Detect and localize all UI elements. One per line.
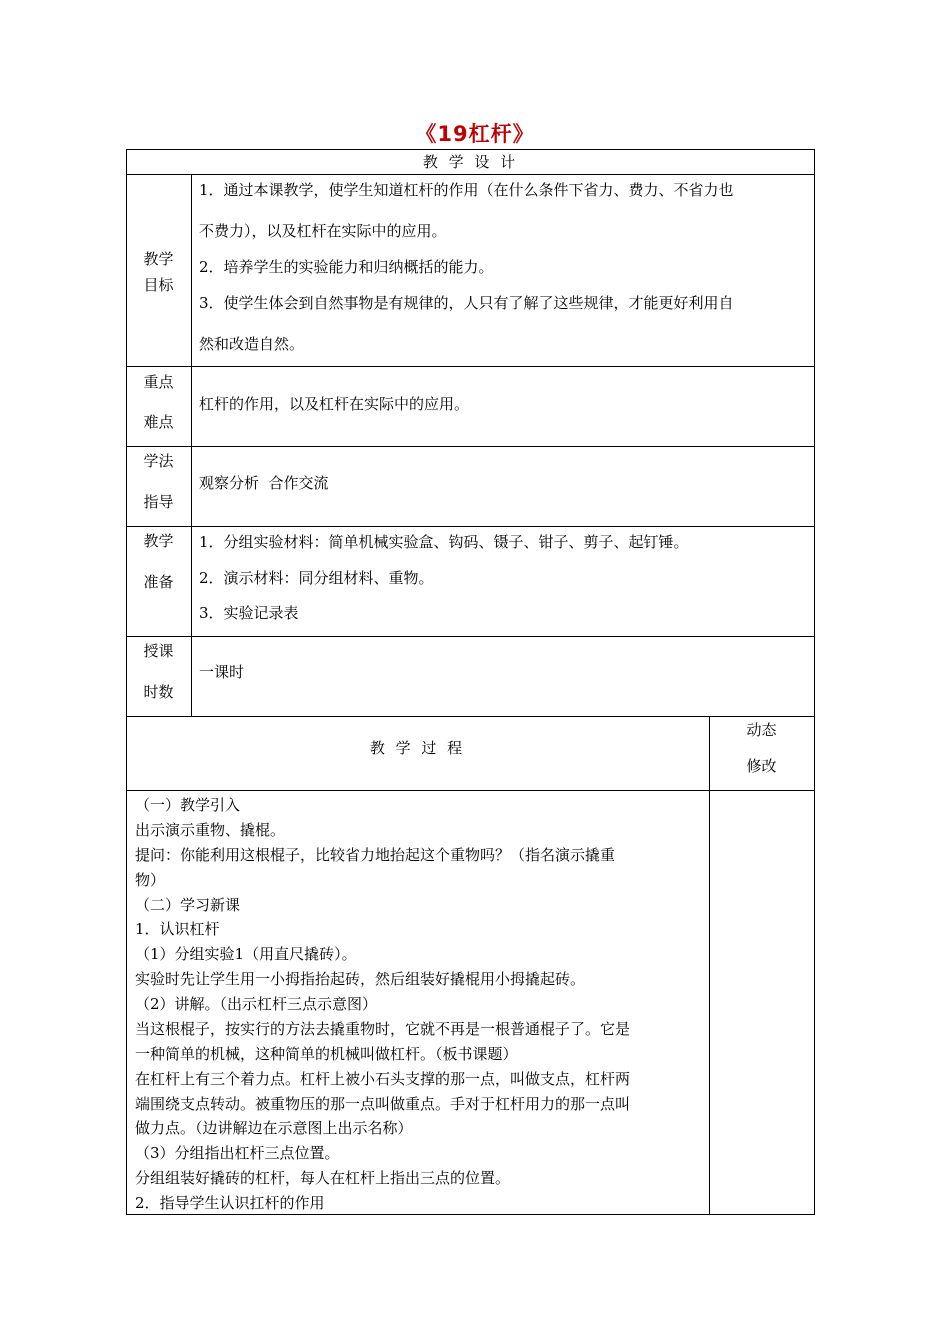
dynamic-label-1: 动态 (746, 721, 777, 739)
process-line: （1）分组实验1（用直尺撬砖）。 (135, 945, 357, 963)
objective-line: 3．使学生体会到自然事物是有规律的，人只有了解了这些规律，才能更好利用自 (199, 294, 734, 312)
study-method-text: 观察分析 合作交流 (199, 474, 329, 492)
row-divider (126, 366, 815, 367)
preparation-line: 1．分组实验材料：简单机械实验盒、钩码、镊子、钳子、剪子、起钉锤。 (199, 533, 689, 551)
objective-line: 然和改造自然。 (199, 335, 305, 353)
process-line: 分组组装好撬砖的杠杆，每人在杠杆上指出三点的位置。 (135, 1169, 511, 1187)
design-header: 教 学 设 计 (422, 153, 519, 171)
row-divider (126, 790, 815, 791)
key-points-label-1: 重点 (143, 373, 174, 391)
process-line: （二）学习新课 (135, 896, 241, 914)
row-divider (126, 149, 815, 150)
process-line: （2）讲解。（出示杠杆三点示意图） (135, 995, 378, 1013)
hours-text: 一课时 (199, 663, 245, 681)
hours-label-1: 授课 (143, 642, 174, 660)
objectives-label-2: 目标 (143, 276, 174, 294)
study-method-label-1: 学法 (143, 452, 174, 470)
process-line: 出示演示重物、撬棍。 (135, 821, 286, 839)
preparation-line: 3．实验记录表 (199, 604, 299, 622)
objective-line: 不费力），以及杠杆在实际中的应用。 (199, 222, 447, 240)
process-header: 教 学 过 程 (369, 739, 466, 757)
process-line: 一种简单的机械，这种简单的机械叫做杠杆。（板书课题） (135, 1045, 518, 1063)
row-divider (126, 446, 815, 447)
process-line: 2．指导学生认识扛杆的作用 (135, 1194, 325, 1212)
process-line: 实验时先让学生用一小拇指抬起砖，然后组装好撬棍用小拇撬起砖。 (135, 970, 586, 988)
table-border-right (814, 149, 815, 1215)
document-title: 《19杠杆》 (415, 122, 535, 146)
process-line: 提问：你能利用这根棍子，比较省力地抬起这个重物吗？（指名演示撬重 (135, 846, 616, 864)
process-line: 当这根棍子，按实行的方法去撬重物时，它就不再是一根普通棍子了。它是 (135, 1020, 631, 1038)
objectives-label-1: 教学 (143, 250, 174, 268)
dynamic-label-2: 修改 (746, 757, 777, 775)
process-line: （一）教学引入 (135, 796, 241, 814)
process-line: （3）分组指出杠杆三点位置。 (135, 1144, 340, 1162)
hours-label-2: 时数 (143, 683, 174, 701)
process-line: 做力点。（边讲解边在示意图上出示名称） (135, 1119, 413, 1137)
row-divider (126, 636, 815, 637)
process-line: 1．认识杠杆 (135, 920, 220, 938)
row-divider (126, 526, 815, 527)
preparation-line: 2．演示材料：同分组材料、重物。 (199, 569, 434, 587)
objective-line: 2．培养学生的实验能力和归纳概括的能力。 (199, 258, 494, 276)
study-method-label-2: 指导 (143, 493, 174, 511)
key-points-text: 杠杆的作用，以及杠杆在实际中的应用。 (199, 395, 470, 413)
row-divider (126, 1214, 815, 1215)
process-line: 物） (135, 871, 166, 889)
preparation-label-2: 准备 (143, 573, 174, 591)
preparation-label-1: 教学 (143, 532, 174, 550)
process-line: 在杠杆上有三个着力点。杠杆上被小石头支撑的那一点，叫做支点，杠杆两 (135, 1070, 631, 1088)
key-points-label-2: 难点 (143, 413, 174, 431)
objective-line: 1．通过本课教学，使学生知道杠杆的作用（在什么条件下省力、费力、不省力也 (199, 181, 734, 199)
process-line: 端围绕支点转动。被重物压的那一点叫做重点。手对于杠杆用力的那一点叫 (135, 1095, 631, 1113)
row-divider (126, 716, 815, 717)
row-divider (126, 174, 815, 175)
